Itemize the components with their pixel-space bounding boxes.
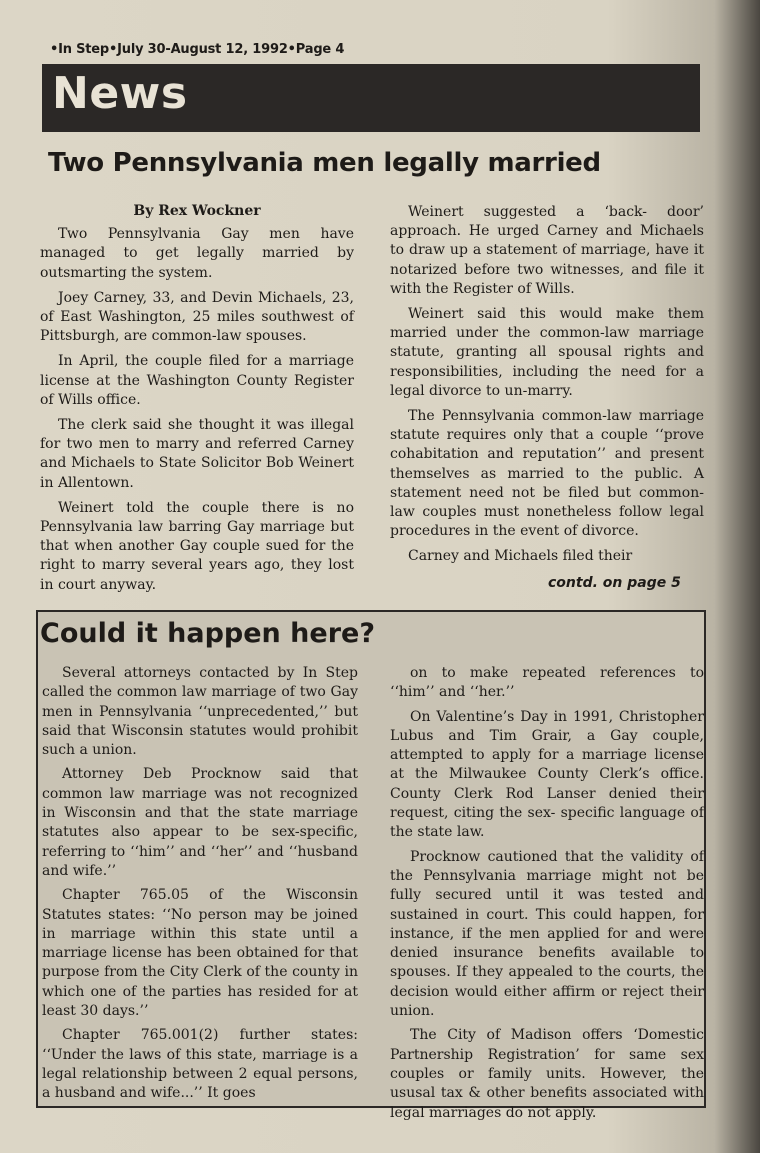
sidebar-paragraph: Chapter 765.001(2) further states: ‘‘Under the laws of this state, marriage is a legal relationship between 2 equal persons, a husband and wife...’’ It goes [42, 1027, 358, 1102]
sidebar-paragraph: on to make repeated references to ‘‘him’’ and ‘‘her.’’ [390, 665, 704, 701]
sidebar-paragraph: Attorney Deb Procknow said that common law marriage was not recognized in Wisconsin and that the state marriage statutes also appear to be sex-specific, referring to ‘‘him’’ and ‘‘her’’ and ‘‘husband and wife.’’ [42, 766, 358, 879]
sidebar-paragraph: Chapter 765.05 of the Wisconsin Statutes states: ‘‘No person may be joined in marriage within this state until a marriage license has been obtained for that purpose from the City Clerk of the county in which one of the parties has resided for at least 30 days.’’ [42, 887, 358, 1020]
article-paragraph: Weinert told the couple there is no Pennsylvania law barring Gay marriage but that when another Gay couple sued for the right to marry several years ago, they lost in court anyway. [40, 499, 354, 593]
article-paragraph: Carney and Michaels filed their [408, 548, 633, 565]
continued-note: contd. on page 5 [548, 575, 681, 591]
sidebar-paragraph: The City of Madison offers ‘Domestic Partnership Registration’ for same sex couples or family units. However, the ususal tax & other benefits associated with legal marriages do not apply. [390, 1027, 704, 1121]
sidebar-column-right [390, 664, 704, 1128]
article-paragraph: In April, the couple filed for a marriage license at the Washington County Register of Wills office. [40, 353, 354, 408]
sidebar-paragraph: On Valentine’s Day in 1991, Christopher Lubus and Tim Grair, a Gay couple, attempted to apply for a marriage license at the Milwaukee County Clerk’s office. County Clerk Rod Lanser denied their request, citing the sex- specific language of the state law. [390, 708, 704, 841]
article-column-right [390, 203, 704, 573]
article-paragraph: Weinert said this would make them married under the common-law marriage statute, granting all spousal rights and responsibilities, including the need for a legal divorce to un-marry. [390, 306, 704, 399]
article-paragraph: The clerk said she thought it was illegal for two men to marry and referred Carney and Michaels to State Solicitor Bob Weinert in Allentown. [40, 417, 354, 491]
article-paragraph: The Pennsylvania common-law marriage statute requires only that a couple ‘‘prove cohabitation and reputation’’ and present themselves as married to the public. A statement need not be filed but common-law couples must nonetheless follow legal procedures in the event of divorce. [390, 408, 704, 540]
article-headline: Two Pennsylvania men legally married [48, 148, 601, 178]
article-paragraph: Two Pennsylvania Gay men have managed to get legally married by outsmarting the system. [40, 226, 354, 281]
section-title: News [52, 68, 188, 119]
article-paragraph: Weinert suggested a ‘back- door’ approach. He urged Carney and Michaels to draw up a statement of marriage, have it notarized before two witnesses, and file it with the Register of Wills. [390, 204, 704, 297]
article-paragraph: Joey Carney, 33, and Devin Michaels, 23, of East Washington, 25 miles southwest of Pittsburgh, are common-law spouses. [40, 289, 354, 345]
sidebar-paragraph: Several attorneys contacted by In Step called the common law marriage of two Gay men in Pennsylvania ‘‘unprecedented,’’ but said that Wisconsin statutes would prohibit such a union. [42, 665, 358, 759]
sidebar-paragraph: Procknow cautioned that the validity of the Pennsylvania marriage might not be fully secured until it was tested and sustained in court. This could happen, for instance, if the men applied for and were denied insurance benefits available to spouses. If they appealed to the courts, the decision would either affirm or reject their union. [390, 848, 704, 1020]
sidebar-title: Could it happen here? [40, 618, 375, 649]
byline: By Rex Wockner [133, 203, 261, 219]
sidebar-column-left [42, 664, 358, 1109]
article-column-left [40, 202, 354, 601]
section-banner [42, 64, 700, 132]
sidebar-box [36, 610, 706, 1121]
page-folio: •In Step•July 30-August 12, 1992•Page 4 [50, 42, 345, 57]
